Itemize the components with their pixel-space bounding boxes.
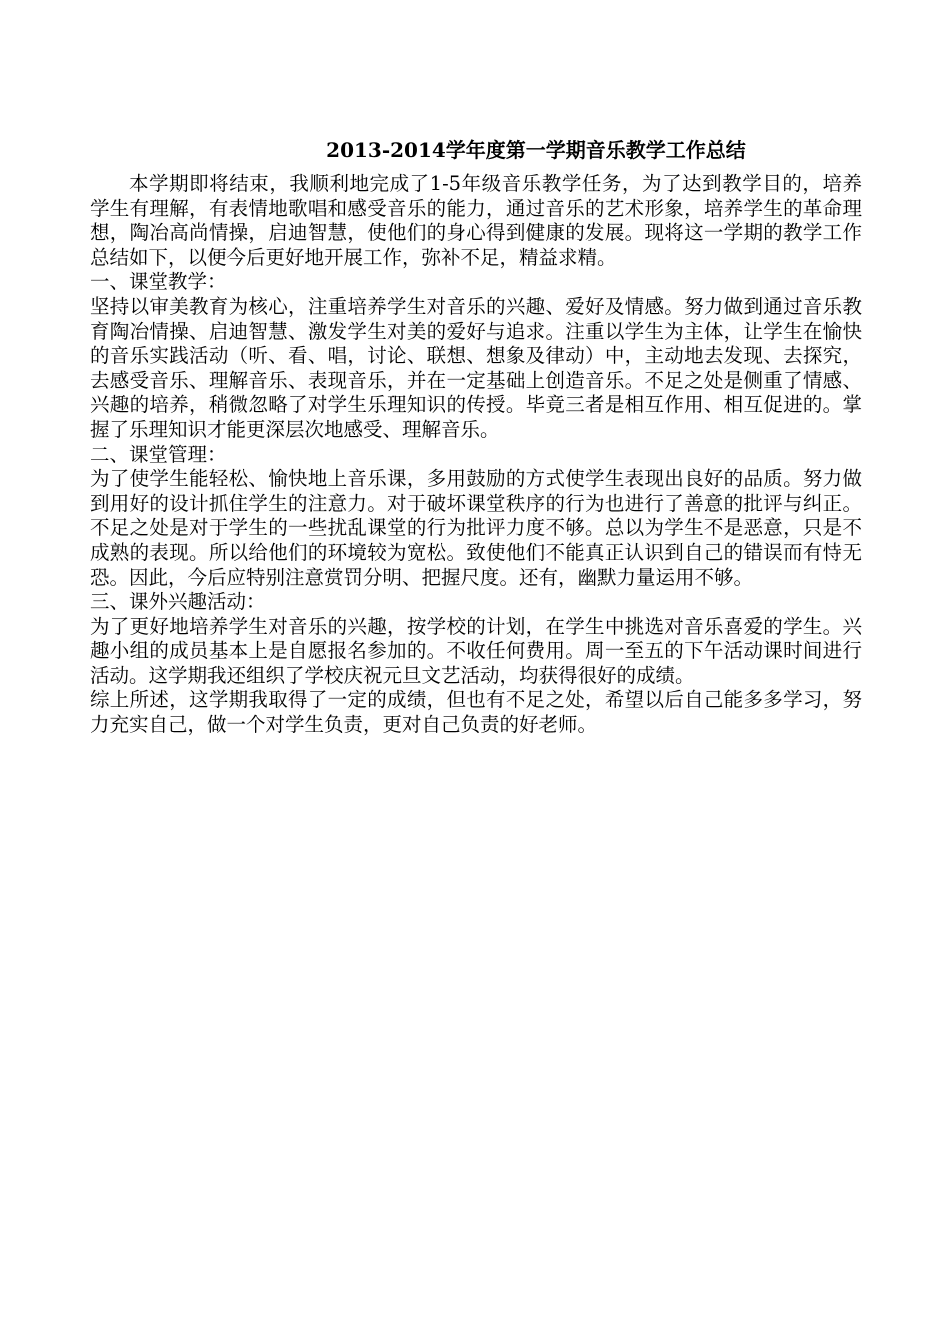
section-heading-extracurricular: 三、课外兴趣活动：: [90, 590, 266, 614]
section-body-classroom-teaching: 坚持以审美教育为核心，注重培养学生对音乐的兴趣、爱好及情感。努力做到通过音乐教育陶冶情操、启迪智慧、激发学生对美的爱好与追求。注重以学生为主体，让学生在愉快的音乐实践活动（听、看、唱，讨论、联想、想象及律动）中，主动地去发现、去探究，去感受音乐、理解音乐、表现音乐，并在一定基础上创造音乐。不足之处是侧重了情感、兴趣的培养，稍微忽略了对学生乐理知识的传授。毕竟三者是相互作用、相互促进的。掌握了乐理知识才能更深层次地感受、理解音乐。: [90, 294, 862, 441]
section-body-classroom-management: 为了使学生能轻松、愉快地上音乐课，多用鼓励的方式使学生表现出良好的品质。努力做到用好的设计抓住学生的注意力。对于破坏课堂秩序的行为也进行了善意的批评与纠正。不足之处是对于学生的一些扰乱课堂的行为批评力度不够。总以为学生不是恶意，只是不成熟的表现。所以给他们的环境较为宽松。致使他们不能真正认识到自己的错误而有恃无恐。因此，今后应特别注意赏罚分明、把握尺度。还有，幽默力量运用不够。: [90, 467, 862, 589]
section-body-extracurricular: 为了更好地培养学生对音乐的兴趣，按学校的计划，在学生中挑选对音乐喜爱的学生。兴趣小组的成员基本上是自愿报名参加的。不收任何费用。周一至五的下午活动课时间进行活动。这学期我还组织了学校庆祝元旦文艺活动，均获得很好的成绩。: [90, 614, 862, 687]
conclusion-paragraph: 综上所述，这学期我取得了一定的成绩，但也有不足之处，希望以后自己能多多学习，努力充实自己，做一个对学生负责，更对自己负责的好老师。: [90, 688, 862, 737]
section-heading-classroom-management: 二、课堂管理：: [90, 442, 227, 466]
intro-paragraph: 本学期即将结束，我顺利地完成了1-5年级音乐教学任务，为了达到教学目的，培养学生有理解，有表情地歌唱和感受音乐的能力，通过音乐的艺术形象，培养学生的革命理想，陶冶高尚情操，启迪智慧，使他们的身心得到健康的发展。现将这一学期的教学工作总结如下，以便今后更好地开展工作，弥补不足，精益求精。: [90, 172, 862, 269]
document-title: 2013-2014学年度第一学期音乐教学工作总结: [326, 138, 746, 162]
document-page: [90, 136, 862, 738]
section-heading-classroom-teaching: 一、课堂教学：: [90, 270, 227, 294]
